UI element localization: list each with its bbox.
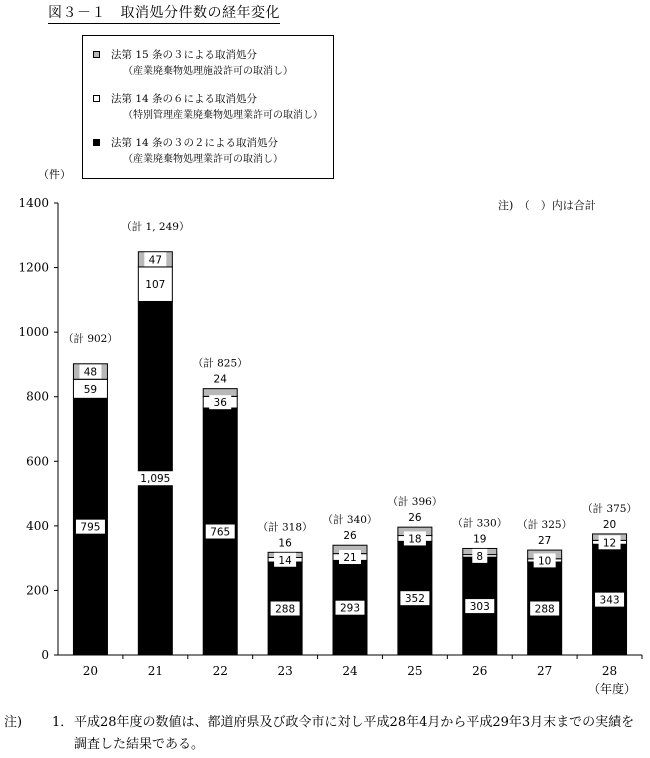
data-label: 288 <box>275 603 296 616</box>
legend-sublabel-14-6: （特別管理産業廃棄物処理業許可の取消し） <box>123 110 323 121</box>
data-label: 59 <box>83 383 98 396</box>
x-tick-label: 23 <box>277 664 293 678</box>
data-label: 24 <box>213 373 227 386</box>
data-label: 303 <box>469 601 490 614</box>
data-label: 48 <box>83 366 98 379</box>
data-label: 26 <box>343 530 357 543</box>
data-label: 765 <box>210 526 231 539</box>
y-tick-label: 600 <box>26 454 49 469</box>
legend-label-15-3: 法第 15 条の３による取消処分 <box>111 49 258 61</box>
y-tick-label: 400 <box>26 518 49 533</box>
total-label: （計 825） <box>192 357 248 370</box>
y-axis-unit: （件） <box>38 168 71 181</box>
x-tick-label: 22 <box>212 664 228 678</box>
data-label: 47 <box>148 254 163 267</box>
x-tick-label: 20 <box>82 664 99 678</box>
data-label: 8 <box>476 550 484 563</box>
x-axis-unit: （年度） <box>588 682 637 696</box>
x-tick-label: 28 <box>601 664 618 678</box>
data-label: 19 <box>473 533 487 546</box>
legend-label-14-3-2: 法第 14 条の３の２による取消処分 <box>111 137 279 149</box>
x-tick-label: 25 <box>407 664 423 678</box>
total-label: （計 902） <box>62 332 118 345</box>
data-label: 293 <box>339 602 361 615</box>
y-tick-label: 1000 <box>18 325 49 340</box>
data-label: 20 <box>602 518 617 531</box>
data-label: 352 <box>404 593 425 606</box>
data-label: 26 <box>408 512 422 525</box>
total-label: （計 1, 249） <box>121 220 190 233</box>
x-axis <box>58 655 642 678</box>
data-label: 36 <box>213 397 227 410</box>
chart-title: 図３－１ 取消処分件数の経年変化 <box>48 2 280 24</box>
total-label: （計 340） <box>322 514 378 527</box>
legend-sublabel-15-3: （産業廃棄物処理施設許可の取消し） <box>123 66 293 77</box>
data-label: 795 <box>80 521 101 534</box>
data-label: 343 <box>599 594 620 607</box>
footnote-prefix: 注) <box>4 715 23 730</box>
bars <box>63 220 637 655</box>
x-tick-label: 27 <box>537 664 553 678</box>
y-axis <box>18 196 58 662</box>
data-label: 21 <box>343 552 357 565</box>
legend-label-14-6: 法第 14 条の６による取消処分 <box>111 93 258 105</box>
y-tick-label: 0 <box>41 648 49 662</box>
y-tick-label: 1200 <box>18 260 49 275</box>
y-tick-label: 200 <box>26 583 49 598</box>
data-label: 10 <box>537 555 552 568</box>
legend-sublabel-14-3-2: （産業廃棄物処理業許可の取消し） <box>123 154 283 165</box>
footnote-text: 平成28年度の数値は、都道府県及び政令市に対し平成28年4月から平成29年3月末までの実績を調査した結果である。 <box>74 715 635 752</box>
y-tick-label: 800 <box>26 389 49 404</box>
data-label: 12 <box>602 537 617 550</box>
x-tick-label: 24 <box>342 664 358 678</box>
data-label: 18 <box>408 533 422 546</box>
footnote-number: 1． <box>52 715 74 730</box>
total-label: （計 396） <box>387 496 443 509</box>
total-label: （計 330） <box>452 517 508 530</box>
data-label: 27 <box>537 535 552 548</box>
total-note: 注) （ ）内は合計 <box>498 199 596 212</box>
y-tick-label: 1400 <box>18 196 49 210</box>
x-tick-label: 21 <box>147 664 163 678</box>
data-label: 14 <box>278 554 292 567</box>
total-label: （計 318） <box>257 521 313 534</box>
data-label: 107 <box>145 279 166 292</box>
data-label: 16 <box>278 537 292 550</box>
data-label: 1,095 <box>140 473 171 486</box>
total-label: （計 325） <box>517 519 573 532</box>
data-label: 288 <box>534 603 555 616</box>
x-tick-label: 26 <box>472 664 488 678</box>
total-label: （計 375） <box>582 502 638 515</box>
